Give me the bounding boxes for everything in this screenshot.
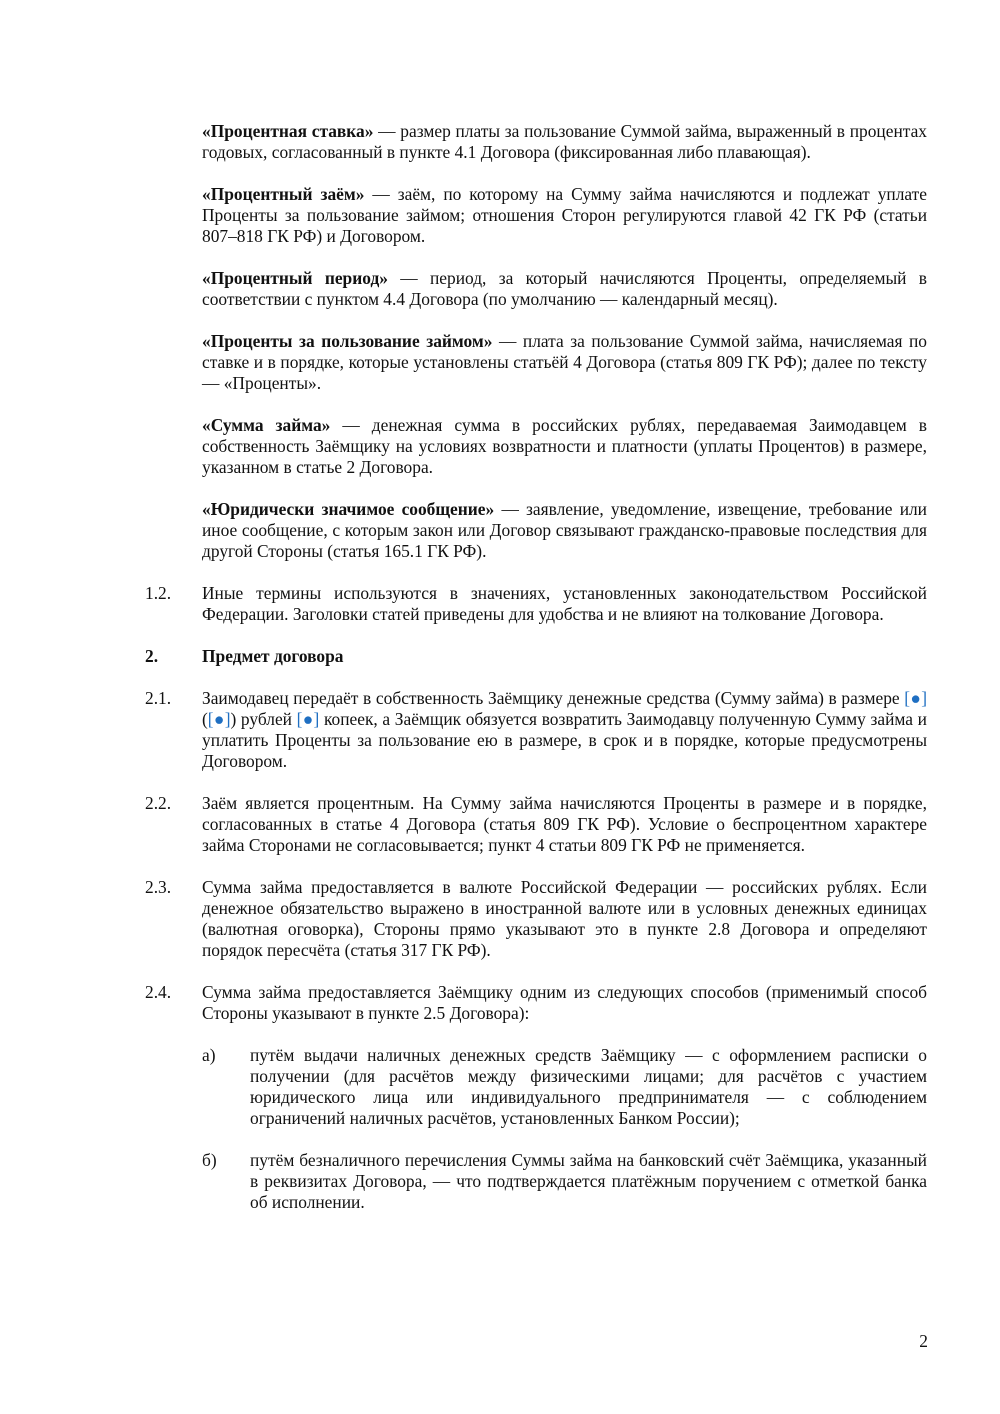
definition-text: — заём, по которому на Сумму займа начисляются и подлежат уплате Проценты за пользование займом; отношения Сторон регулируются главой 42 ГК РФ (статьи 807–818 ГК РФ) и Договором. xyxy=(202,184,927,246)
definition-interest-loan xyxy=(202,184,927,247)
clause-2-3 xyxy=(145,877,927,961)
definition-term: «Процентный заём» xyxy=(202,184,365,204)
clause-number: 1.2. xyxy=(145,583,172,603)
definition-text: — денежная сумма в российских рублях, передаваемая Заимодавцем в собственность Заёмщику на условиях возвратности и платности (уплаты Процентов) в размере, указанном в статье 2 Договора. xyxy=(202,415,927,477)
definition-text: — заявление, уведомление, извещение, требование или иное сообщение, с которым закон или Договор связывают гражданско-правовые последствия для другой Стороны (статья 165.1 ГК РФ). xyxy=(202,499,927,561)
amount-placeholder[interactable]: [●] xyxy=(904,688,927,708)
definition-interest xyxy=(202,331,927,394)
subitem-b xyxy=(202,1150,927,1213)
clause-text-part: ( xyxy=(202,709,208,729)
clause-1-2 xyxy=(145,583,927,625)
section-title: Предмет договора xyxy=(202,646,344,666)
definition-legal-message xyxy=(202,499,927,562)
clause-number: 2.2. xyxy=(145,793,172,813)
amount-words-placeholder[interactable]: [●] xyxy=(207,709,231,729)
clause-number: 2.1. xyxy=(145,688,172,708)
subitem-text: путём выдачи наличных денежных средств Заёмщику — с оформлением расписки о получении (для расчётов между физическими лицами; для расчётов с участием юридического лица или индивидуального предпринимателя — с соблюдением ограничений наличных расчётов, установленных Банком России); xyxy=(250,1045,927,1128)
subitem-a xyxy=(202,1045,927,1129)
clause-2-2 xyxy=(145,793,927,856)
definition-term: «Процентная ставка» xyxy=(202,121,374,141)
subitem-number: б) xyxy=(202,1150,217,1170)
section-number: 2. xyxy=(145,646,159,666)
clause-text xyxy=(202,688,927,772)
document-body xyxy=(145,121,927,1234)
clause-text: Сумма займа предоставляется Заёмщику одним из следующих способов (применимый способ Стороны указывают в пункте 2.5 Договора): xyxy=(202,982,927,1023)
page-number: 2 xyxy=(919,1331,928,1351)
clause-text-part: Заимодавец передаёт в собственность Заёмщику денежные средства (Сумму займа) в размере xyxy=(202,688,905,708)
section-2-heading xyxy=(145,646,927,667)
clause-2-4 xyxy=(145,982,927,1024)
definition-text: — период, за который начисляются Проценты, определяемый в соответствии с пунктом 4.4 Договора (по умолчанию — календарный месяц). xyxy=(202,268,927,309)
subitem-text: путём безналичного перечисления Суммы займа на банковский счёт Заёмщика, указанный в реквизитах Договора, — что подтверждается платёжным поручением с отметкой банка об исполнении. xyxy=(250,1150,927,1212)
clause-2-1 xyxy=(145,688,927,772)
definition-term: «Сумма займа» xyxy=(202,415,331,435)
clause-text: Заём является процентным. На Сумму займа начисляются Проценты в размере и в порядке, согласованных в статье 4 Договора (статья 809 ГК РФ). Условие о беспроцентном характере займа Сторонами не согласовывается; пункт 4 статьи 809 ГК РФ не применяется. xyxy=(202,793,927,855)
kopecks-placeholder[interactable]: [●] xyxy=(296,709,320,729)
definition-interest-rate xyxy=(202,121,927,163)
clause-text-part: копеек, а Заёмщик обязуется возвратить Заимодавцу полученную Сумму займа и уплатить Проценты за пользование ею в размере, в срок и в порядке, которые предусмотрены Договором. xyxy=(202,709,927,771)
clause-number: 2.4. xyxy=(145,982,172,1002)
definition-term: «Юридически значимое сообщение» xyxy=(202,499,495,519)
clause-text: Сумма займа предоставляется в валюте Российской Федерации — российских рублях. Если денежное обязательство выражено в иностранной валюте или в условных денежных единицах (валютная оговорка), Стороны прямо указывают это в пункте 2.8 Договора и определяют порядок пересчёта (статья 317 ГК РФ). xyxy=(202,877,927,960)
clause-number: 2.3. xyxy=(145,877,172,897)
definition-text: — плата за пользование Суммой займа, начисляемая по ставке и в порядке, которые установлены статьёй 4 Договора (статья 809 ГК РФ); далее по тексту — «Проценты». xyxy=(202,331,927,393)
definition-loan-amount xyxy=(202,415,927,478)
definition-term: «Проценты за пользование займом» xyxy=(202,331,493,351)
definition-term: «Процентный период» xyxy=(202,268,388,288)
definition-interest-period xyxy=(202,268,927,310)
definition-text: — размер платы за пользование Суммой займа, выраженный в процентах годовых, согласованный в пункте 4.1 Договора (фиксированная либо плавающая). xyxy=(202,121,927,162)
subitem-number: а) xyxy=(202,1045,216,1065)
clause-text-part: ) рублей xyxy=(230,709,297,729)
clause-text: Иные термины используются в значениях, установленных законодательством Российской Федерации. Заголовки статей приведены для удобства и не влияют на толкование Договора. xyxy=(202,583,927,624)
